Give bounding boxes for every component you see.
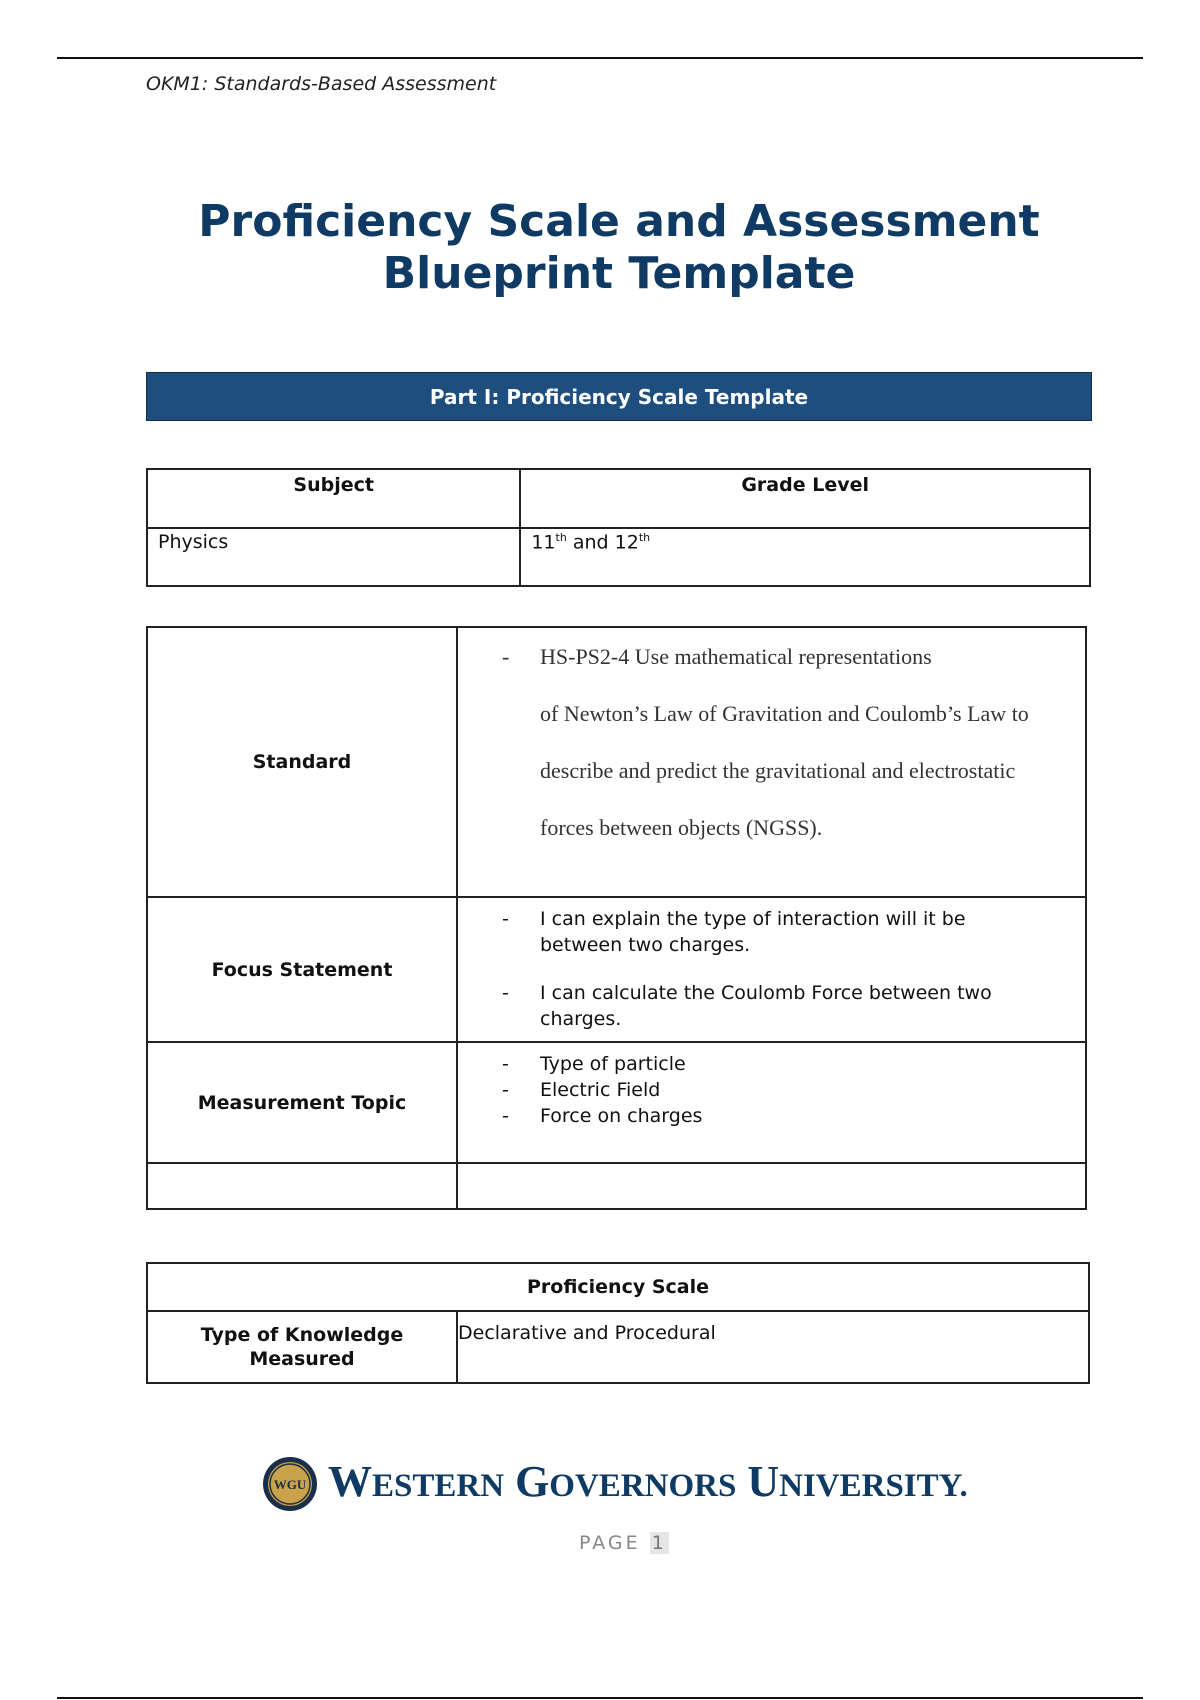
standard-line: HS-PS2-4 Use mathematical representations	[540, 644, 932, 669]
subject-value: Physics	[147, 528, 520, 586]
top-rule	[57, 57, 1143, 59]
topic-item: - Electric Field	[502, 1079, 661, 1101]
focus-item: - I can explain the type of interaction will it be between two charges.	[502, 908, 966, 956]
topic-item: - Type of particle	[502, 1053, 686, 1075]
page-number: PAGE 1	[579, 1532, 667, 1554]
knowledge-type-label: Type of Knowledge Measured	[147, 1311, 457, 1383]
focus-item: - I can calculate the Coulomb Force between two charges.	[502, 982, 992, 1030]
part-banner: Part I: Proficiency Scale Template	[146, 372, 1092, 421]
empty-cell	[457, 1163, 1086, 1209]
topic-item: - Force on charges	[502, 1105, 703, 1127]
university-name: WESTERN GOVERNORS UNIVERSITY.	[328, 1457, 968, 1506]
proficiency-scale-table	[146, 1262, 1090, 1384]
measurement-topic-label: Measurement Topic	[147, 1042, 457, 1163]
standard-label: Standard	[147, 627, 457, 897]
standard-line: of Newton’s Law of Gravitation and Coulomb’s Law to	[540, 701, 1029, 726]
university-seal-icon	[262, 1456, 318, 1512]
title-line-1: Proficiency Scale and Assessment	[198, 196, 1040, 247]
subject-header: Subject	[147, 469, 520, 528]
page-title	[146, 196, 1092, 300]
grade-level-header: Grade Level	[520, 469, 1090, 528]
proficiency-scale-header: Proficiency Scale	[147, 1263, 1089, 1311]
focus-statement-label: Focus Statement	[147, 897, 457, 1042]
standard-line: forces between objects (NGSS).	[540, 815, 823, 840]
knowledge-type-value: Declarative and Procedural	[457, 1311, 1089, 1383]
svg-text:WGU: WGU	[273, 1477, 307, 1492]
title-line-2: Blueprint Template	[382, 248, 856, 299]
university-logo	[262, 1454, 968, 1514]
standard-table	[146, 626, 1087, 1210]
standard-content: - HS-PS2-4 Use mathematical representations of Newton’s Law of Gravitation and Coulomb’s Law to describe and predict the gravitational and electrostatic forces between objects (NGSS).	[457, 627, 1086, 897]
subject-grade-table	[146, 468, 1091, 587]
grade-level-value: 11th and 12th	[520, 528, 1090, 586]
measurement-topic-content	[457, 1042, 1086, 1163]
empty-cell	[147, 1163, 457, 1209]
standard-line: describe and predict the gravitational and electrostatic	[540, 758, 1016, 783]
running-header: OKM1: Standards-Based Assessment	[146, 73, 497, 95]
focus-statement-content	[457, 897, 1086, 1042]
bottom-rule	[57, 1697, 1143, 1699]
